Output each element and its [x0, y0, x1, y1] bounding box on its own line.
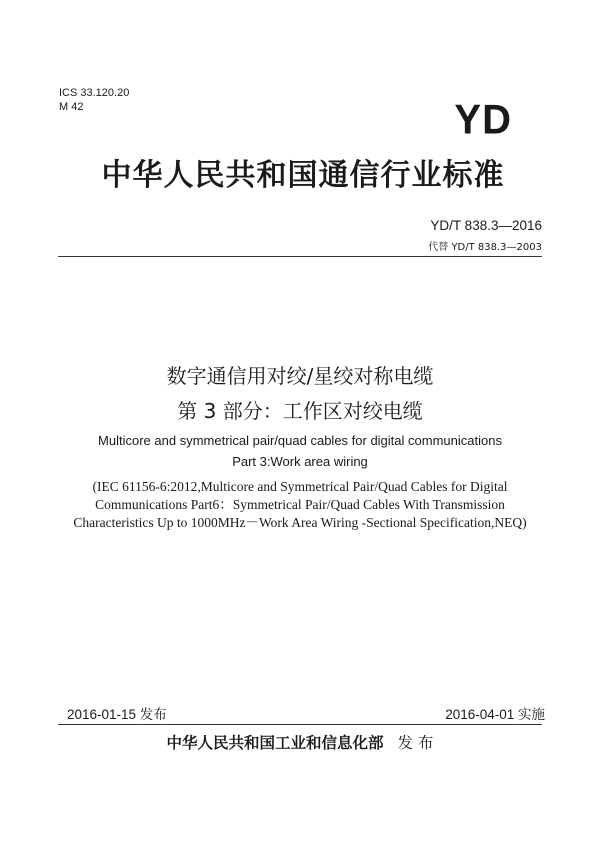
replaces-code: 代替 YD/T 838.3—2003 [428, 242, 542, 253]
effective-date: 2016-04-01 实施 [445, 707, 545, 722]
document-title-en-line1: Multicore and symmetrical pair/quad cables for digital communications [98, 433, 502, 448]
iec-reference [40, 478, 560, 532]
standard-code: YD/T 838.3—2016 [430, 218, 542, 233]
publisher-name: 中华人民共和国工业和信息化部 [166, 734, 384, 752]
top-divider [58, 256, 542, 257]
publisher-line [0, 731, 600, 753]
ics-code: ICS 33.120.20 [59, 87, 130, 99]
document-title-cn-line1: 数字通信用对绞/星绞对称电缆 [166, 364, 434, 388]
document-title-cn-line2: 第 3 部分：工作区对绞电缆 [177, 399, 423, 423]
yd-logo: YD [454, 96, 512, 144]
category-code: M 42 [59, 101, 84, 113]
ics-classification [59, 86, 129, 114]
issue-date: 2016-01-15 发布 [67, 707, 167, 722]
standard-title-cn: 中华人民共和国通信行业标准 [101, 158, 505, 193]
publish-word: 发 布 [397, 734, 434, 752]
iec-reference-line1: (IEC 61156-6:2012,Multicore and Symmetrical Pair/Quad Cables for Digital [92, 479, 508, 494]
iec-reference-line2: Communications Part6：Symmetrical Pair/Quad Cables With Transmission [95, 497, 505, 512]
document-title-en-line2: Part 3:Work area wiring [232, 454, 368, 469]
bottom-divider [58, 724, 542, 725]
iec-reference-line3: Characteristics Up to 1000MHz－Work Area Wiring -Sectional Specification,NEQ) [73, 515, 527, 530]
